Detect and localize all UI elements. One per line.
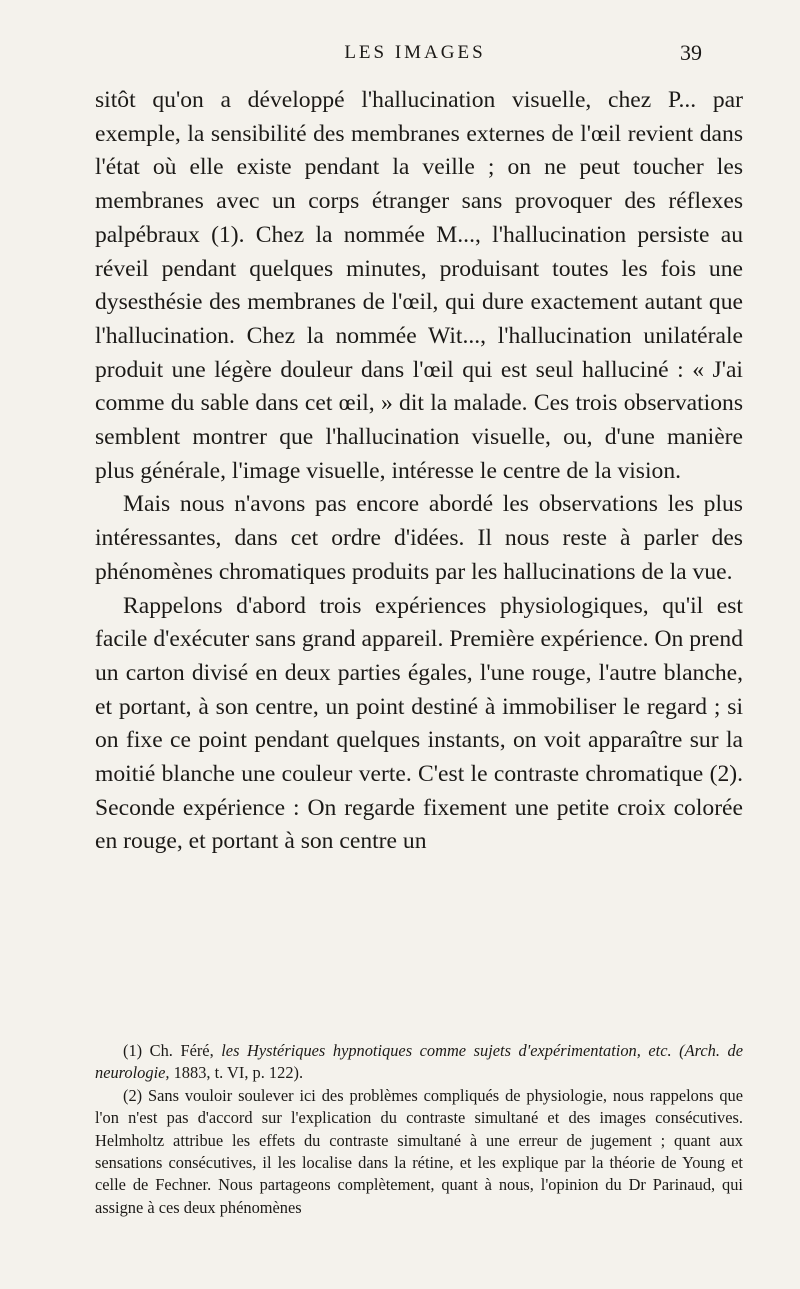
footnote-1: [95, 1040, 743, 1085]
footnote-1-citation: 1883, t. VI, p. 122).: [169, 1063, 304, 1083]
footnotes: [95, 1040, 743, 1219]
paragraph-3: Rappelons d'abord trois expériences physiologiques, qu'il est facile d'exécuter sans grand appareil. Première expérience. On prend un carton divisé en deux parties égales, l'une rouge, l'autre blanche, et portant, à son centre, un point destiné à immobiliser le regard ; si on fixe ce point pendant quelques instants, on voit apparaître sur la moitié blanche une couleur verte. C'est le contraste chromatique (2). Seconde expérience : On regarde fixement une petite croix colorée en rouge, et portant à son centre un: [95, 592, 743, 855]
running-head: [120, 42, 710, 72]
body-text: [95, 84, 743, 859]
paragraph-2: Mais nous n'avons pas encore abordé les observations les plus intéressantes, dans cet ordre d'idées. Il nous reste à parler des phénomènes chromatiques produits par les hallucinations de la vue.: [95, 491, 743, 585]
page-number: 39: [680, 40, 702, 65]
footnote-1-author: (1) Ch. Féré,: [123, 1041, 222, 1060]
running-title: LES IMAGES: [344, 42, 486, 63]
paragraph-1: sitôt qu'on a développé l'hallucination visuelle, chez P... par exemple, la sensibilité des membranes externes de l'œil revient dans l'état où elle existe pendant la veille ; on ne peut toucher les membranes avec un corps étranger sans provoquer des réflexes palpébraux (1). Chez la nommée M..., l'hallucination persiste au réveil pendant quelques minutes, produisant toutes les fois une dysesthésie des membranes de l'œil, qui dure exactement autant que l'hallucination. Chez la nommée Wit..., l'hallucination unilatérale produit une légère douleur dans l'œil qui est seul halluciné : « J'ai comme du sable dans cet œil, » dit la malade. Ces trois observations semblent montrer que l'hallucination visuelle, ou, d'une manière plus générale, l'image visuelle, intéresse le centre de la vision.: [95, 87, 743, 484]
footnote-1-title: les Hystériques hypnotiques comme sujets d'expérimentation, etc. (Arch. de neurologie,: [95, 1041, 743, 1083]
footnote-2: (2) Sans vouloir soulever ici des problèmes compliqués de physiologie, nous rappelons que l'on n'est pas d'accord sur l'explication du contraste simultané et des images consécutives. Helmholtz attribue les effets du contraste simultané à une erreur de jugement ; quant aux sensations consécutives, il les localise dans la rétine, et les explique par la théorie de Young et celle de Fechner. Nous partageons complètement, quant à nous, l'opinion du Dr Parinaud, qui assigne à ces deux phénomènes: [95, 1085, 743, 1217]
